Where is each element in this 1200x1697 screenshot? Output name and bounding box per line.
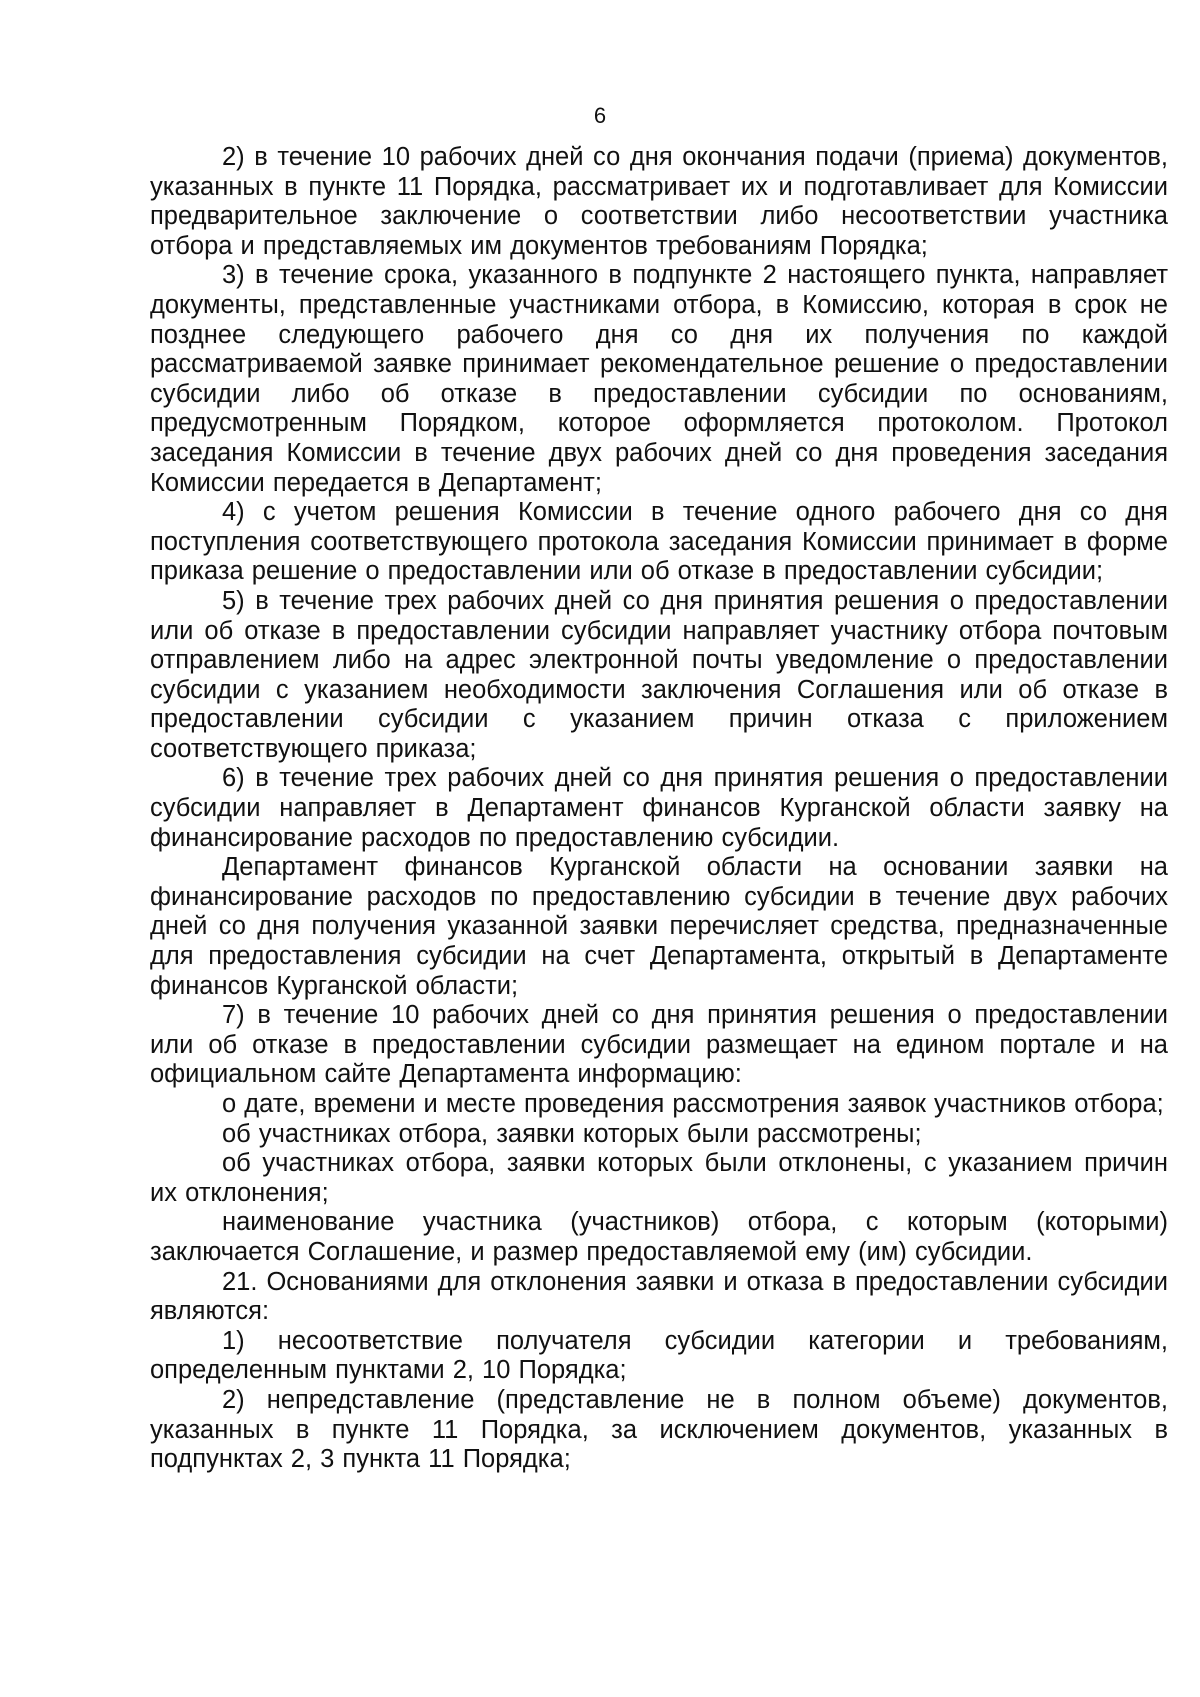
paragraph-ground-2: 2) непредставление (представление не в полном объеме) документов, указанных в пункте 11 Порядка, за исключением документов, указанных в подпунктах 2, 3 пункта 11 Порядка; xyxy=(150,1385,1168,1474)
document-body xyxy=(150,143,1168,1475)
paragraph-item-7: 7) в течение 10 рабочих дней со дня принятия решения о предоставлении или об отказе в предоставлении субсидии размещает на едином портале и на официальном сайте Департамента информацию: xyxy=(150,1001,1168,1089)
paragraph-item-6: 6) в течение трех рабочих дней со дня принятия решения о предоставлении субсидии направляет в Департамент финансов Курганской области заявку на финансирование расходов по предоставлению субсидии. xyxy=(150,764,1168,852)
paragraph-finance-department: Департамент финансов Курганской области на основании заявки на финансирование расходов по предоставлению субсидии в течение двух рабочих дней со дня получения указанной заявки перечисляет средства, предназначенные для предоставления субсидии на счет Департамента, открытый в Департаменте финансов Курганской области; xyxy=(150,853,1168,1000)
paragraph-info-reviewed: об участниках отбора, заявки которых были рассмотрены; xyxy=(222,1119,922,1148)
page-number: 6 xyxy=(593,103,607,128)
paragraph-info-agreement: наименование участника (участников) отбора, с которым (которыми) заключается Соглашение, и размер предоставляемой ему (им) субсидии. xyxy=(150,1208,1168,1266)
paragraph-info-rejected: об участниках отбора, заявки которых были отклонены, с указанием причин их отклонения; xyxy=(150,1149,1168,1207)
paragraph-item-2: 2) в течение 10 рабочих дней со дня окончания подачи (приема) документов, указанных в пункте 11 Порядка, рассматривает их и подготавливает для Комиссии предварительное заключение о соответствии либо несоответствии участника отбора и представляемых им документов требованиям Порядка; xyxy=(150,143,1168,260)
paragraph-item-3: 3) в течение срока, указанного в подпункте 2 настоящего пункта, направляет документы, представленные участниками отбора, в Комиссию, которая в срок не позднее следующего рабочего дня со дня их получения по каждой рассматриваемой заявке принимает рекомендательное решение о предоставлении субсидии либо об отказе в предоставлении субсидии по основаниям, предусмотренным Порядком, которое оформляется протоколом. Протокол заседания Комиссии в течение двух рабочих дней со дня проведения заседания Комиссии передается в Департамент; xyxy=(150,261,1168,497)
paragraph-item-4: 4) с учетом решения Комиссии в течение одного рабочего дня со дня поступления соответствующего протокола заседания Комиссии принимает в форме приказа решение о предоставлении или об отказе в предоставлении субсидии; xyxy=(150,498,1168,586)
paragraph-ground-1: 1) несоответствие получателя субсидии категории и требованиям, определенным пунктами 2, 10 Порядка; xyxy=(150,1326,1168,1385)
paragraph-clause-21: 21. Основаниями для отклонения заявки и отказа в предоставлении субсидии являются: xyxy=(150,1267,1168,1326)
paragraph-info-date-time: о дате, времени и месте проведения рассмотрения заявок участников отбора; xyxy=(222,1090,1164,1118)
paragraph-item-5: 5) в течение трех рабочих дней со дня принятия решения о предоставлении или об отказе в предоставлении субсидии направляет участнику отбора почтовым отправлением либо на адрес электронной почты уведомление о предоставлении субсидии с указанием необходимости заключения Соглашения или об отказе в предоставлении субсидии с указанием причин отказа с приложением соответствующего приказа; xyxy=(150,586,1168,763)
